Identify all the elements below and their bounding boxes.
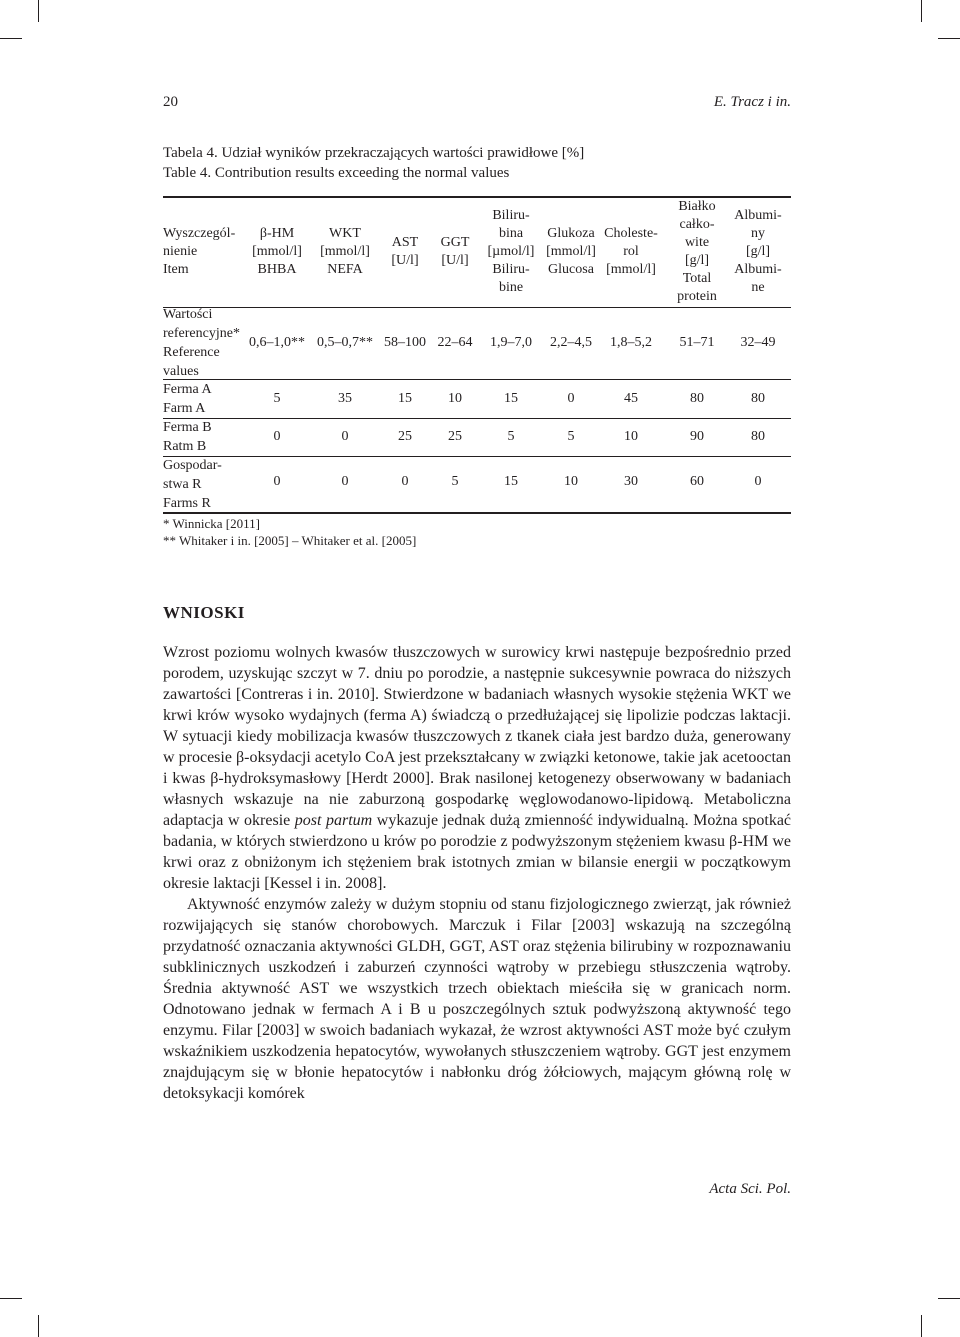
column-header-line: Biliru- (492, 262, 530, 277)
table-cell: 5 (451, 474, 459, 489)
table-cell: 15 (398, 391, 412, 406)
table-cell: 51–71 (679, 335, 715, 350)
column-header-line: protein (677, 289, 717, 304)
table-cell: 80 (751, 429, 765, 444)
table-cell: 0,6–1,0** (249, 335, 305, 350)
paragraph-2: Aktywność enzymów zależy w dużym stopniu od stanu fizjologicznego zwierząt, jak również rozwijających się stanów chorobowych. Marczuk i Filar [2003] wskazują na szczególną przydatność oznaczania aktywności GLDH, GGT, AST oraz stężenia bilirubiny w rozpoznawaniu subklinicznych uszkodzeń i zaburzeń czynności wątroby w przebiegu stłuszczenia wątroby. Średnia aktywność AST we wszystkich trzech obiektach mieściła się w granicach norm. Odnotowano jednak w fermach A i B u poszczególnych sztuk podwyższoną aktywność tego enzymu. Filar [2003] w swoich badaniach wykazał, że wzrost aktywności AST może być czułym wskaźnikiem uszkodzenia hepatocytów, wywołanych stłuszczeniem wątroby. GGT jest enzymem znajdującym się w błonie hepatocytów i nabłonku dróg żółciowych, mającym główną rolę w detoksykacji komórek (163, 896, 791, 1102)
table-cell: 35 (338, 391, 352, 406)
column-header (672, 198, 722, 306)
column-header-line: NEFA (327, 262, 363, 277)
table-cell: 80 (690, 391, 704, 406)
column-header-line: bina (498, 226, 524, 241)
row-label-line: Farms R (163, 496, 211, 511)
column-header-line: wite (684, 235, 710, 250)
column-header-line: Wyszczegól- (163, 226, 236, 241)
row-label-line: Ferma B (163, 420, 212, 435)
row-label-line: Gospodar- (163, 458, 222, 473)
column-header (313, 198, 377, 306)
table-row-label (163, 380, 212, 418)
crop-mark (38, 0, 39, 22)
column-header-line: GGT (440, 235, 470, 250)
column-header-line: [U/l] (391, 253, 419, 268)
table-cell: 10 (624, 429, 638, 444)
crop-mark (0, 1298, 22, 1299)
column-header (482, 198, 540, 306)
crop-mark (921, 0, 922, 22)
column-header (599, 198, 663, 306)
table-cell: 25 (398, 429, 412, 444)
paragraph-1-text-a: Wzrost poziomu wolnych kwasów tłuszczowych w surowicy krwi następuje bezpośrednio przed porodem, uzyskując szczyt w 7. dniu po porodzie, a następnie sukcesywnie powraca do niższych zawartości [Contreras i in. 2010]. Stwierdzone w badaniach własnych wysokie stężenia WKT we krwi krów wysoko wydajnych (ferma A) świadczą o przedłużającej się lipolizie podczas laktacji. W sytuacji kiedy mobilizacja kwasów tłuszczowych z tkanek ciała jest bardzo duża, generowany w procesie β-oksydacji acetylo CoA jest przekształcany w związki ketonowe, takie jak acetooctan i kwas β-hydroksymasłowy [Herdt 2000]. Brak nasilonej ketogenezy obserwowany w badaniach własnych wskazuje na nie zaburzoną gospodarkę węglowodanowo-lipidową. Metaboliczna adaptacja w okresie (163, 644, 791, 829)
column-header-line: Białko (678, 199, 716, 214)
row-label-line: values (163, 364, 199, 379)
table-cell: 0 (341, 429, 349, 444)
table-cell: 5 (567, 429, 575, 444)
table-cell: 30 (624, 474, 638, 489)
column-header-line: Glukoza (547, 226, 595, 241)
table-cell: 60 (690, 474, 704, 489)
column-header (541, 198, 601, 306)
table-cell: 90 (690, 429, 704, 444)
table-row-rule (163, 418, 791, 419)
column-header-line: [U/l] (441, 253, 469, 268)
paragraph-1-italic: post partum (294, 812, 373, 829)
table-cell: 15 (504, 474, 518, 489)
section-body (163, 642, 791, 1104)
column-header-line: AST (391, 235, 419, 250)
column-header-line: ny (751, 226, 765, 241)
table-cell: 0 (273, 474, 281, 489)
column-header (163, 198, 253, 306)
row-label-line: referencyjne* (163, 326, 240, 341)
table-row-label (163, 456, 222, 513)
column-header-line: Albumi- (734, 208, 782, 223)
crop-mark (938, 38, 960, 39)
table-bottom-rule (163, 512, 791, 514)
crop-mark (938, 1298, 960, 1299)
table-cell: 0 (401, 474, 409, 489)
paragraph-1-text-b: wykazuje jednak dużą zmienność indywidualną. Można spotkać badania, w których stwierdzono u krów po porodzie z podwyższonym stężeniem kwasu β-HM we krwi oraz z obniżonym ich stężeniem brak istotnych zmian w bilansie energii w początkowym okresie laktacji [Kessel i in. 2008]. (163, 812, 792, 892)
table-cell: 0 (341, 474, 349, 489)
row-label-line: Reference (163, 345, 220, 360)
column-header-line: nienie (163, 244, 198, 259)
column-header-line: [mmol/l] (546, 244, 596, 259)
table-footnote-2: ** Whitaker i in. [2005] – Whitaker et al. [2005] (163, 533, 417, 548)
column-header-line: WKT (329, 226, 361, 241)
table-cell: 1,8–5,2 (610, 335, 652, 350)
row-label-line: stwa R (163, 477, 202, 492)
column-header-line: Total (682, 271, 712, 286)
column-header-line: BHBA (257, 262, 297, 277)
table-cell: 10 (564, 474, 578, 489)
column-header-line: rol (623, 244, 639, 259)
section-heading: WNIOSKI (163, 603, 245, 622)
table-cell: 80 (751, 391, 765, 406)
table-header-rule (163, 307, 791, 308)
page-number: 20 (163, 94, 178, 110)
running-title: E. Tracz i in. (713, 94, 791, 110)
table-cell: 58–100 (384, 335, 426, 350)
column-header-line: Glucosa (548, 262, 594, 277)
column-header-line: [mmol/l] (320, 244, 370, 259)
column-header (384, 198, 426, 306)
column-header-line: β-HM (259, 226, 295, 241)
table-footnote-1: * Winnicka [2011] (163, 516, 260, 531)
row-label-line: Wartości (163, 307, 213, 322)
column-header-line: ne (751, 280, 765, 295)
table-cell: 22–64 (437, 335, 473, 350)
table-row-rule (163, 456, 791, 457)
column-header-line: całko- (679, 217, 715, 232)
column-header-line: [g/l] (684, 253, 710, 268)
crop-mark (0, 38, 22, 39)
crop-mark (921, 1315, 922, 1337)
column-header-line: bine (498, 280, 524, 295)
column-header (434, 198, 476, 306)
table-cell: 45 (624, 391, 638, 406)
journal-footer: Acta Sci. Pol. (709, 1181, 791, 1197)
column-header-line: Albumi- (734, 262, 782, 277)
table-cell: 25 (448, 429, 462, 444)
table-row-label (163, 418, 212, 456)
column-header-line: [mmol/l] (606, 262, 656, 277)
column-header (733, 198, 783, 306)
table-cell: 0,5–0,7** (317, 335, 373, 350)
row-label-line: Ratm B (163, 439, 207, 454)
table-cell: 15 (504, 391, 518, 406)
table-caption-en: Table 4. Contribution results exceeding the normal values (163, 165, 510, 181)
column-header (246, 198, 308, 306)
table-row-rule (163, 379, 791, 380)
table-cell: 0 (754, 474, 762, 489)
column-header-line: Item (163, 262, 189, 277)
table-cell: 0 (273, 429, 281, 444)
column-header-line: [µmol/l] (487, 244, 535, 259)
table-cell: 10 (448, 391, 462, 406)
column-header-line: [g/l] (745, 244, 771, 259)
table-cell: 2,2–4,5 (550, 335, 592, 350)
table-cell: 1,9–7,0 (490, 335, 532, 350)
row-label-line: Ferma A (163, 382, 212, 397)
table-caption-pl: Tabela 4. Udział wyników przekraczających wartości prawidłowe [%] (163, 145, 585, 161)
table-cell: 5 (507, 429, 515, 444)
row-label-line: Farm A (163, 401, 206, 416)
crop-mark (38, 1315, 39, 1337)
column-header-line: Biliru- (492, 208, 530, 223)
paragraph-1 (163, 642, 791, 894)
table-cell: 32–49 (740, 335, 776, 350)
table-cell: 5 (273, 391, 281, 406)
column-header-line: [mmol/l] (252, 244, 302, 259)
column-header-line: Choleste- (604, 226, 658, 241)
reference-row-label (163, 305, 240, 381)
table-cell: 0 (567, 391, 575, 406)
